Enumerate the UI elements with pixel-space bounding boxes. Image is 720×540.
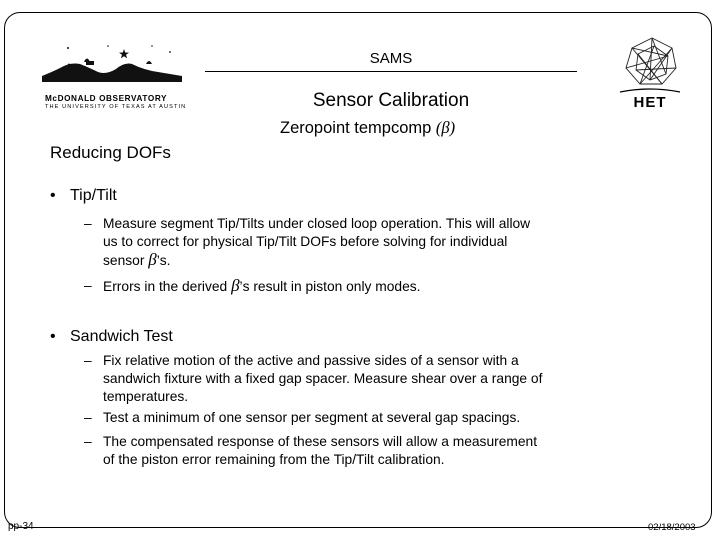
slide-date: 02/18/2003 — [648, 522, 696, 533]
beta-symbol: β — [231, 276, 240, 295]
page-number: pp-34 — [8, 521, 34, 532]
beta-symbol: (β) — [435, 118, 456, 137]
observatory-name: McDONALD OBSERVATORY — [45, 94, 168, 103]
sub-item-text: Errors in the derived — [103, 279, 232, 294]
het-logo-text: HET — [633, 94, 667, 110]
bullet-label: Tip/Tilt — [70, 187, 117, 204]
sub-item-line: Test a minimum of one sensor per segment at several gap spacings. — [103, 410, 521, 425]
dash-marker: – — [84, 353, 92, 368]
sub-item-line: of the piston error remaining from the Tip/Tilt calibration. — [103, 452, 445, 467]
sub-item-text: sensor — [103, 253, 149, 268]
sub-item-line — [103, 251, 171, 270]
dash-marker: – — [84, 216, 92, 231]
sub-item-line: Measure segment Tip/Tilts under closed loop operation. This will allow — [103, 216, 531, 231]
slide-topic — [280, 118, 455, 138]
dash-marker: – — [84, 410, 92, 425]
sub-item-line: sandwich fixture with a fixed gap spacer. Measure shear over a range of — [103, 371, 543, 386]
bullet-marker: • — [50, 328, 56, 345]
sub-item-line: temperatures. — [103, 389, 189, 404]
slide-header: SAMS — [369, 50, 413, 67]
section-title: Reducing DOFs — [50, 143, 171, 162]
beta-symbol: β — [148, 250, 157, 269]
title-rule — [205, 71, 577, 72]
university-name: THE UNIVERSITY OF TEXAS AT AUSTIN — [45, 104, 187, 110]
sub-item-text: ’s. — [156, 253, 171, 268]
sub-item-line — [103, 277, 421, 296]
bullet-marker: • — [50, 187, 56, 204]
het-logo — [614, 34, 686, 110]
bullet-label: Sandwich Test — [70, 328, 173, 345]
dash-marker: – — [84, 278, 92, 293]
sub-item-line: us to correct for physical Tip/Tilt DOFs before solving for individual — [103, 234, 508, 249]
sub-item-text: ’s result in piston only modes. — [239, 279, 421, 294]
dash-marker: – — [84, 434, 92, 449]
topic-text: Zeropoint tempcomp — [280, 119, 432, 137]
sub-item-line: Fix relative motion of the active and passive sides of a sensor with a — [103, 353, 519, 368]
slide-title: Sensor Calibration — [312, 90, 470, 111]
sub-item-line: The compensated response of these sensors will allow a measurement — [103, 434, 538, 449]
